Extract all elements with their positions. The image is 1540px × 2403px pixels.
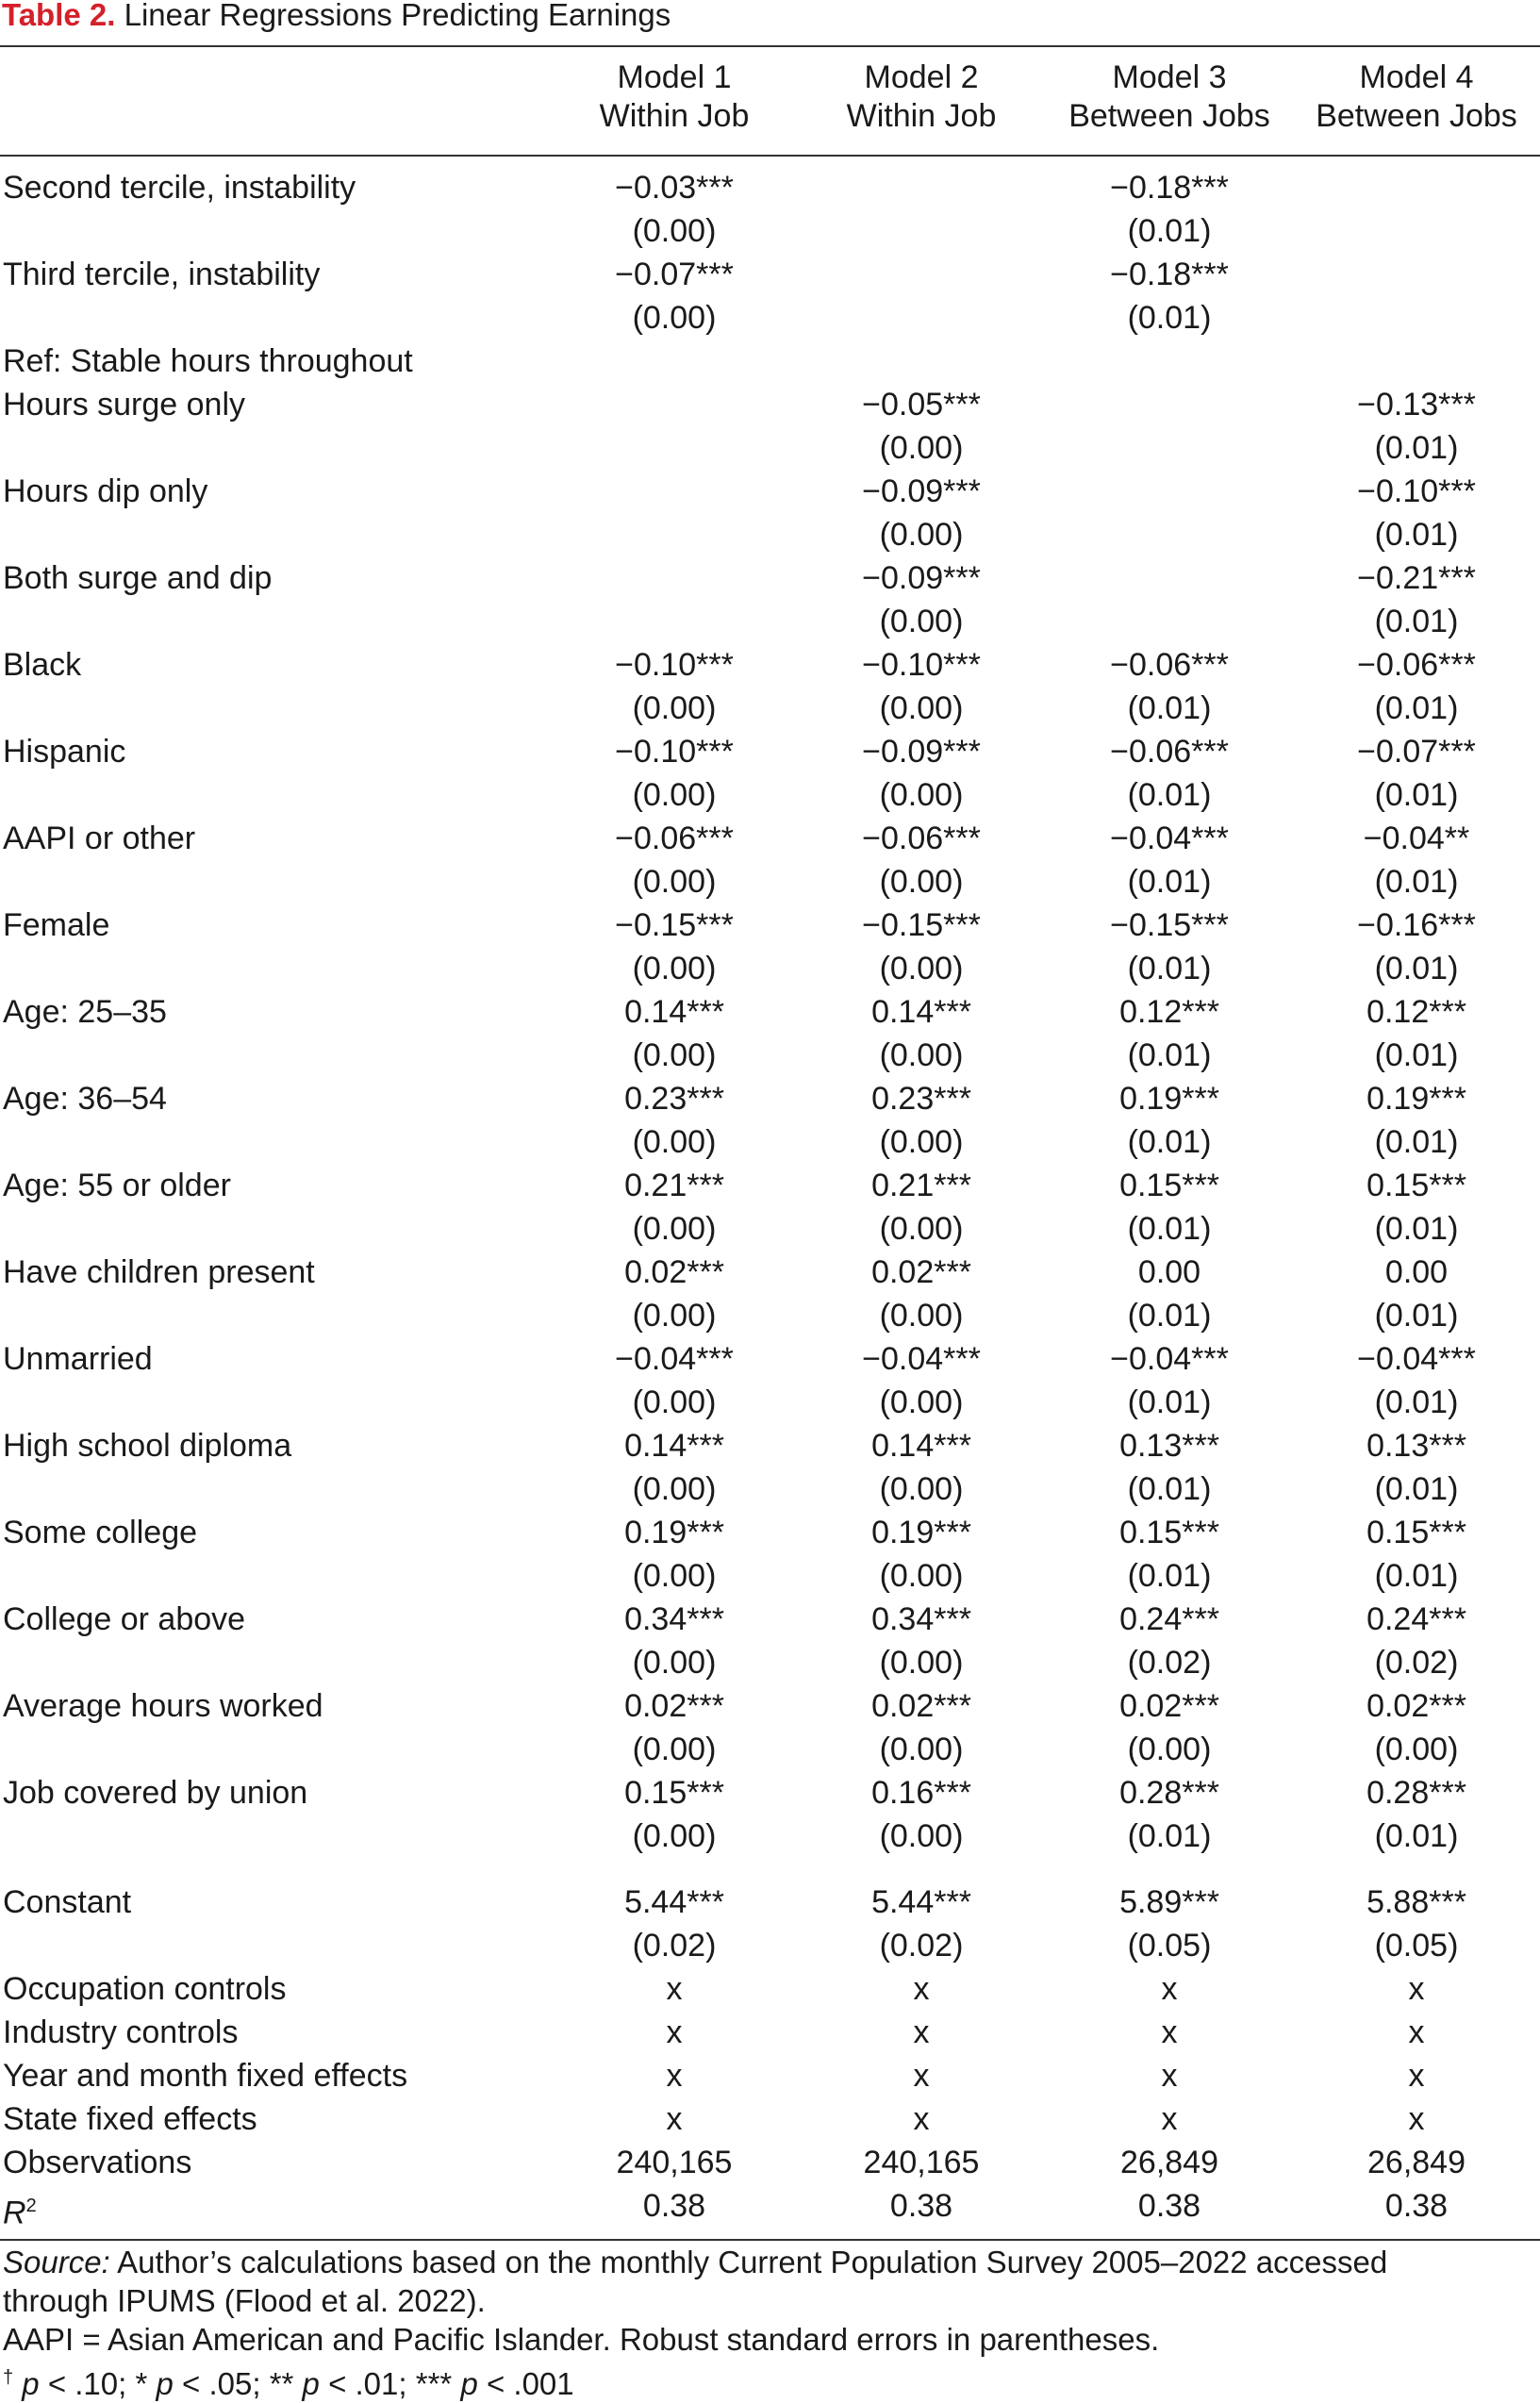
std-error-cell: (0.02)	[1127, 1645, 1212, 1681]
header-line1: Model 1	[617, 59, 732, 95]
value-cell: x	[666, 2014, 683, 2050]
sig-threshold: < .10;	[39, 2366, 136, 2401]
coef-cell: 0.15***	[1119, 1168, 1219, 1203]
top-rule	[0, 45, 1540, 47]
std-error-cell: (0.00)	[632, 1211, 717, 1247]
sig-threshold: < .05;	[173, 2366, 270, 2401]
coef-cell: −0.09***	[862, 560, 981, 596]
value-cell: x	[1408, 2058, 1425, 2094]
std-error-cell: (0.01)	[1374, 1818, 1459, 1854]
row-label: Occupation controls	[3, 1971, 287, 2007]
std-error-cell: (0.00)	[879, 517, 964, 553]
source-text: Author’s calculations based on the monthly Current Population Survey 2005–2022 accessed	[109, 2245, 1388, 2279]
header-line2: Between Jobs	[1316, 98, 1517, 134]
std-error-cell: (0.01)	[1127, 1124, 1212, 1160]
std-error-cell: (0.01)	[1374, 604, 1459, 639]
coef-cell: −0.04***	[1110, 820, 1229, 856]
coef-cell: 0.24***	[1119, 1601, 1219, 1637]
table-title-text: Linear Regressions Predicting Earnings	[115, 0, 671, 32]
coef-cell: −0.15***	[862, 907, 981, 943]
coef-cell: 0.21***	[871, 1168, 971, 1203]
table-row	[0, 903, 1540, 990]
table-row	[0, 1511, 1540, 1598]
value-cell: 240,165	[616, 2145, 733, 2180]
std-error-cell: (0.05)	[1127, 1928, 1212, 1964]
row-label	[3, 2184, 37, 2234]
value-cell: x	[913, 1971, 930, 2007]
coef-cell: −0.10***	[862, 647, 981, 683]
table-row	[0, 1424, 1540, 1511]
table-row	[0, 990, 1540, 1077]
coef-cell: 5.44***	[871, 1884, 971, 1920]
header-line1: Model 2	[864, 59, 979, 95]
footer-row	[0, 2011, 1540, 2054]
coef-cell: 0.19***	[1119, 1081, 1219, 1117]
row-label: Hours dip only	[3, 473, 208, 509]
coef-cell: 0.23***	[871, 1081, 971, 1117]
std-error-cell: (0.01)	[1374, 1037, 1459, 1073]
std-error-cell: (0.00)	[632, 1645, 717, 1681]
std-error-cell: (0.00)	[879, 1124, 964, 1160]
coef-cell: −0.04***	[862, 1341, 981, 1377]
significance-note	[3, 2359, 1531, 2403]
std-error-cell: (0.05)	[1374, 1928, 1459, 1964]
std-error-cell: (0.00)	[879, 1384, 964, 1420]
coef-cell: 5.88***	[1366, 1884, 1466, 1920]
std-error-cell: (0.01)	[1374, 517, 1459, 553]
std-error-cell: (0.00)	[879, 951, 964, 986]
coef-cell: 0.14***	[871, 994, 971, 1030]
coef-cell: −0.06***	[1357, 647, 1476, 683]
std-error-cell: (0.01)	[1374, 951, 1459, 986]
coef-cell: −0.06***	[1110, 647, 1229, 683]
value-cell: x	[1161, 2014, 1178, 2050]
std-error-cell: (0.02)	[879, 1928, 964, 1964]
footer-row	[0, 1967, 1540, 2011]
coef-cell: 0.14***	[871, 1428, 971, 1464]
value-cell: 0.38	[642, 2188, 706, 2224]
coef-cell: 0.28***	[1119, 1775, 1219, 1811]
header-line1: Model 4	[1359, 59, 1474, 95]
std-error-cell: (0.00)	[879, 1732, 964, 1767]
value-cell: x	[1408, 2101, 1425, 2137]
std-error-cell: (0.02)	[1374, 1645, 1459, 1681]
footer-row	[0, 2097, 1540, 2141]
std-error-cell: (0.00)	[632, 1037, 717, 1073]
coef-cell: −0.10***	[615, 647, 734, 683]
table-row	[0, 1598, 1540, 1684]
table-title-label: Table 2.	[2, 0, 116, 32]
std-error-cell: (0.01)	[1127, 1298, 1212, 1334]
table-row	[0, 1337, 1540, 1424]
std-error-cell: (0.00)	[879, 690, 964, 726]
std-error-cell: (0.01)	[1127, 690, 1212, 726]
row-label: Hours surge only	[3, 387, 246, 423]
r-squared-symbol: R	[3, 2195, 26, 2231]
row-label: Constant	[3, 1884, 132, 1920]
coef-cell: −0.10***	[615, 734, 734, 770]
std-error-cell: (0.00)	[632, 1384, 717, 1420]
row-label: College or above	[3, 1601, 246, 1637]
std-error-cell: (0.00)	[879, 604, 964, 639]
table-row	[0, 1077, 1540, 1164]
row-label: Ref: Stable hours throughout	[3, 343, 413, 379]
value-cell: 0.38	[889, 2188, 953, 2224]
header-model-2	[799, 58, 1044, 136]
coef-cell: 0.34***	[624, 1601, 724, 1637]
row-label: Average hours worked	[3, 1688, 323, 1724]
std-error-cell: (0.00)	[632, 213, 717, 249]
coef-cell: 0.15***	[1119, 1515, 1219, 1550]
coef-cell: 0.02***	[1119, 1688, 1219, 1724]
coef-cell: −0.15***	[1110, 907, 1229, 943]
coef-cell: 0.19***	[624, 1515, 724, 1550]
std-error-cell: (0.01)	[1374, 1384, 1459, 1420]
header-line1: Model 3	[1112, 59, 1227, 95]
row-label: Year and month fixed effects	[3, 2058, 408, 2094]
value-cell: x	[1161, 2101, 1178, 2137]
coef-cell: 0.24***	[1366, 1601, 1466, 1637]
std-error-cell: (0.00)	[879, 1645, 964, 1681]
value-cell: x	[1408, 1971, 1425, 2007]
sig-threshold: < .001	[477, 2366, 574, 2401]
std-error-cell: (0.00)	[879, 430, 964, 466]
value-cell: x	[1161, 1971, 1178, 2007]
row-label: Age: 55 or older	[3, 1168, 231, 1203]
coef-cell: 0.02***	[624, 1254, 724, 1290]
coef-cell: 5.44***	[624, 1884, 724, 1920]
table-row	[0, 1251, 1540, 1337]
std-error-cell: (0.00)	[632, 951, 717, 986]
table-row	[0, 730, 1540, 817]
sig-p: p	[156, 2366, 174, 2401]
sig-p: p	[302, 2366, 320, 2401]
coef-cell: −0.15***	[615, 907, 734, 943]
std-error-cell: (0.01)	[1127, 1471, 1212, 1507]
std-error-cell: (0.01)	[1374, 1558, 1459, 1594]
coef-cell: −0.07***	[1357, 734, 1476, 770]
sig-p: p	[22, 2366, 40, 2401]
row-label: Black	[3, 647, 82, 683]
std-error-cell: (0.00)	[879, 1471, 964, 1507]
footer-row	[0, 2054, 1540, 2097]
row-label: State fixed effects	[3, 2101, 257, 2137]
value-cell: 26,849	[1367, 2145, 1465, 2180]
table-row	[0, 1684, 1540, 1771]
coef-cell: −0.16***	[1357, 907, 1476, 943]
coef-cell: 0.15***	[1366, 1515, 1466, 1550]
coef-cell: 0.28***	[1366, 1775, 1466, 1811]
row-label: Hispanic	[3, 734, 126, 770]
std-error-cell: (0.01)	[1374, 1298, 1459, 1334]
coef-cell: 0.15***	[624, 1775, 724, 1811]
coef-cell: −0.04**	[1363, 820, 1470, 856]
std-error-cell: (0.01)	[1374, 1471, 1459, 1507]
coef-cell: 0.15***	[1366, 1168, 1466, 1203]
value-cell: x	[666, 2058, 683, 2094]
table-row	[0, 253, 1540, 340]
coef-cell: 0.13***	[1366, 1428, 1466, 1464]
std-error-cell: (0.01)	[1127, 1818, 1212, 1854]
coef-cell: 0.12***	[1119, 994, 1219, 1030]
coef-cell: −0.04***	[615, 1341, 734, 1377]
r-squared-superscript: 2	[25, 2196, 37, 2216]
std-error-cell: (0.01)	[1127, 1211, 1212, 1247]
std-error-cell: (0.00)	[632, 1818, 717, 1854]
value-cell: x	[1161, 2058, 1178, 2094]
std-error-cell: (0.01)	[1127, 300, 1212, 336]
coef-cell: 0.21***	[624, 1168, 724, 1203]
std-error-cell: (0.00)	[879, 1037, 964, 1073]
table-row	[0, 556, 1540, 643]
value-cell: 240,165	[863, 2145, 980, 2180]
std-error-cell: (0.01)	[1374, 1211, 1459, 1247]
std-error-cell: (0.00)	[632, 1558, 717, 1594]
std-error-cell: (0.00)	[632, 864, 717, 900]
table-row	[0, 817, 1540, 903]
coef-cell: 0.34***	[871, 1601, 971, 1637]
std-error-cell: (0.00)	[1127, 1732, 1212, 1767]
row-label: High school diploma	[3, 1428, 292, 1464]
coef-cell: −0.07***	[615, 257, 734, 292]
std-error-cell: (0.00)	[632, 1732, 717, 1767]
table-row	[0, 643, 1540, 730]
header-model-4	[1294, 58, 1539, 136]
coef-cell: −0.21***	[1357, 560, 1476, 596]
coef-cell: −0.10***	[1357, 473, 1476, 509]
value-cell: x	[666, 2101, 683, 2137]
std-error-cell: (0.00)	[632, 690, 717, 726]
std-error-cell: (0.01)	[1374, 430, 1459, 466]
row-label: Job covered by union	[3, 1775, 308, 1811]
std-error-cell: (0.01)	[1127, 864, 1212, 900]
std-error-cell: (0.01)	[1374, 777, 1459, 813]
row-label: Some college	[3, 1515, 198, 1550]
std-error-cell: (0.00)	[632, 1471, 717, 1507]
coef-cell: 0.16***	[871, 1775, 971, 1811]
table-row	[0, 383, 1540, 470]
coef-cell: 0.12***	[1366, 994, 1466, 1030]
std-error-cell: (0.01)	[1127, 1558, 1212, 1594]
row-label: AAPI or other	[3, 820, 196, 856]
value-cell: x	[913, 2058, 930, 2094]
header-rule	[0, 155, 1540, 157]
coef-cell: −0.06***	[862, 820, 981, 856]
row-label: Unmarried	[3, 1341, 153, 1377]
std-error-cell: (0.00)	[1374, 1732, 1459, 1767]
table-row	[0, 1771, 1540, 1858]
coef-cell: 0.02***	[871, 1688, 971, 1724]
table-row	[0, 1164, 1540, 1251]
value-cell: x	[666, 1971, 683, 2007]
coef-cell: 0.02***	[871, 1254, 971, 1290]
coef-cell: −0.06***	[1110, 734, 1229, 770]
table-row	[0, 340, 1540, 383]
std-error-cell: (0.00)	[879, 1558, 964, 1594]
table-title	[2, 0, 671, 34]
coef-cell: 0.13***	[1119, 1428, 1219, 1464]
std-error-cell: (0.00)	[879, 1298, 964, 1334]
value-cell: x	[913, 2101, 930, 2137]
std-error-cell: (0.00)	[879, 1211, 964, 1247]
source-note-cont: through IPUMS (Flood et al. 2022).	[3, 2283, 486, 2318]
std-error-cell: (0.00)	[632, 777, 717, 813]
std-error-cell: (0.01)	[1374, 690, 1459, 726]
table-row	[0, 166, 1540, 253]
sig-threshold: < .01;	[319, 2366, 416, 2401]
value-cell: 0.38	[1137, 2188, 1201, 2224]
source-note	[3, 2243, 1531, 2281]
table-row	[0, 470, 1540, 556]
std-error-cell: (0.00)	[632, 300, 717, 336]
row-label: Industry controls	[3, 2014, 239, 2050]
std-error-cell: (0.01)	[1127, 1384, 1212, 1420]
table-notes	[3, 2243, 1531, 2403]
value-cell: 0.38	[1384, 2188, 1449, 2224]
coef-cell: −0.13***	[1357, 387, 1476, 423]
value-cell: 26,849	[1120, 2145, 1218, 2180]
coef-cell: −0.18***	[1110, 170, 1229, 206]
header-line2: Between Jobs	[1068, 98, 1270, 134]
std-error-cell: (0.01)	[1127, 213, 1212, 249]
std-error-cell: (0.02)	[632, 1928, 717, 1964]
coef-cell: −0.05***	[862, 387, 981, 423]
sig-mark: **	[269, 2366, 294, 2401]
coef-cell: 0.19***	[871, 1515, 971, 1550]
std-error-cell: (0.00)	[879, 1818, 964, 1854]
std-error-cell: (0.00)	[632, 1298, 717, 1334]
coef-cell: 5.89***	[1119, 1884, 1219, 1920]
row-label: Second tercile, instability	[3, 170, 356, 206]
std-error-cell: (0.00)	[632, 1124, 717, 1160]
bottom-rule	[0, 2239, 1540, 2241]
coef-cell: 0.14***	[624, 994, 724, 1030]
header-line2: Within Job	[599, 98, 750, 134]
sig-p: p	[460, 2366, 478, 2401]
coef-cell: −0.04***	[1110, 1341, 1229, 1377]
coef-cell: −0.09***	[862, 734, 981, 770]
sig-mark: *	[135, 2366, 148, 2401]
std-error-cell: (0.01)	[1127, 1037, 1212, 1073]
value-cell: x	[1408, 2014, 1425, 2050]
coef-cell: −0.09***	[862, 473, 981, 509]
r-squared-row	[0, 2184, 1540, 2231]
sig-mark: ***	[415, 2366, 453, 2401]
row-label: Third tercile, instability	[3, 257, 321, 292]
std-error-cell: (0.01)	[1127, 951, 1212, 986]
header-model-3	[1047, 58, 1292, 136]
coef-cell: −0.04***	[1357, 1341, 1476, 1377]
coef-cell: 0.00	[1384, 1254, 1449, 1290]
coef-cell: 0.23***	[624, 1081, 724, 1117]
row-label: Female	[3, 907, 110, 943]
sig-mark: †	[3, 2367, 14, 2388]
header-model-1	[552, 58, 797, 136]
row-label: Observations	[3, 2145, 192, 2180]
coef-cell: 0.02***	[624, 1688, 724, 1724]
constant-row	[0, 1881, 1540, 1967]
row-label: Age: 25–35	[3, 994, 167, 1030]
std-error-cell: (0.00)	[879, 864, 964, 900]
std-error-cell: (0.00)	[879, 777, 964, 813]
row-label: Both surge and dip	[3, 560, 273, 596]
std-error-cell: (0.01)	[1127, 777, 1212, 813]
source-label: Source:	[3, 2245, 110, 2279]
coef-cell: −0.18***	[1110, 257, 1229, 292]
row-label: Age: 36–54	[3, 1081, 167, 1117]
coef-cell: 0.00	[1137, 1254, 1201, 1290]
coef-cell: 0.14***	[624, 1428, 724, 1464]
dagger-sup	[3, 2367, 13, 2388]
coef-cell: 0.19***	[1366, 1081, 1466, 1117]
coef-cell: 0.02***	[1366, 1688, 1466, 1724]
abbrev-note: AAPI = Asian American and Pacific Islander. Robust standard errors in parentheses.	[3, 2322, 1160, 2357]
footer-row	[0, 2141, 1540, 2184]
coef-cell: −0.03***	[615, 170, 734, 206]
row-label: Have children present	[3, 1254, 315, 1290]
std-error-cell: (0.01)	[1374, 864, 1459, 900]
std-error-cell: (0.01)	[1374, 1124, 1459, 1160]
value-cell: x	[913, 2014, 930, 2050]
header-line2: Within Job	[846, 98, 997, 134]
coef-cell: −0.06***	[615, 820, 734, 856]
